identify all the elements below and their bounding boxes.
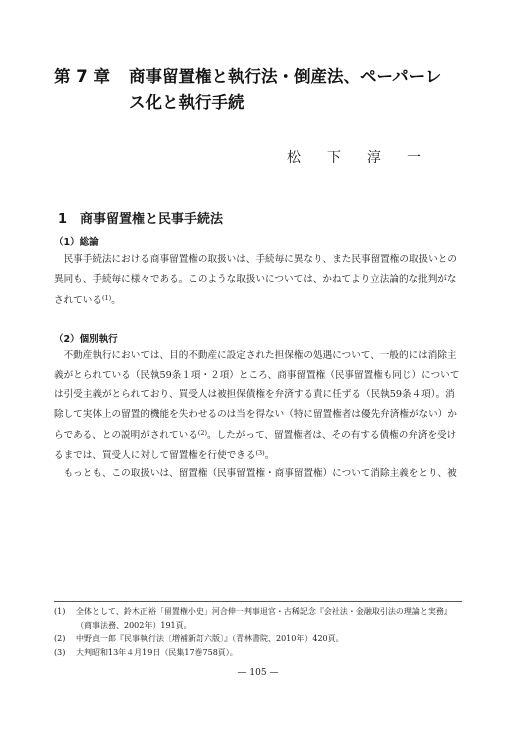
footnote-item: (1) 全体として、鈴木正裕「留置権小史」河合伸一判事退官・古稀記念『会社法・金融取引法の理論と実務』 [54, 607, 452, 616]
footnote-item: (3) 大判昭和13年４月19日（民集17巻758頁）。 [54, 647, 238, 657]
text-line: 異同も、手続毎に様々である。このような取扱いについては、かねてより立法論的な批判がな [54, 273, 457, 285]
footnote-continuation: （商事法務、2002年）191頁。 [76, 620, 192, 630]
text-line: は引受主義がとられており、買受人は被担保債権を弁済する責に任ずる（民執59条４項）。消 [54, 389, 455, 401]
subsection-heading-general: （1）総論 [54, 237, 99, 248]
author-name: 松下淳一 [287, 150, 447, 166]
footnote-divider [54, 601, 462, 602]
footnote-ref[interactable]: (3) [255, 448, 265, 457]
footnote-item: (2) 中野貞一郎『民事執行法〔増補新訂六版〕』（青林書院、2010年）420頁。 [54, 634, 344, 643]
chapter-title-line-2: ス化と執行手続 [129, 93, 245, 112]
footnote-ref[interactable]: (1) [101, 294, 112, 303]
section-heading: 1 商事留置権と民事手続法 [58, 212, 224, 227]
footnote-ref[interactable]: (2) [197, 429, 208, 438]
chapter-title-line-1: 商事留置権と執行法・倒産法、ペーパーレ [129, 67, 442, 86]
paragraph-general [54, 250, 462, 309]
text-line: 不動産執行においては、目的不動産に設定された担保権の処遇について、一般的には消除主 [63, 350, 457, 361]
text-line: されている$^{(1)}$。 [54, 294, 121, 307]
footnotes [54, 605, 464, 659]
paragraph-individual-execution [54, 346, 462, 483]
text-line: 民事手続法における商事留置権の取扱いは、手続毎に異なり、また民事留置権の取扱いとの [63, 254, 457, 265]
text-line: 義がとられている（民執59条１項・２項）ところ、商事留置権（民事留置権も同じ）について [54, 369, 460, 381]
text-line: もっとも、この取扱いは、留置権（民事留置権・商事留置権）について消除主義をとり、被 [63, 467, 457, 479]
page-number: — 105 — [237, 668, 279, 678]
text-line: らである、との説明がされている$^{(2)}$。したがって、留置権者は、その有する債権の弁済を受け [54, 429, 457, 442]
text-line: るまでは、買受人に対して留置権を行使できる$^{(3)}$。 [54, 448, 275, 461]
subsection-heading-individual-execution: （2）個別執行 [54, 334, 118, 345]
chapter-label: 第 7 章 [54, 67, 110, 86]
text-line: 除して実体上の留置的機能を失わせるのは当を得ない（特に留置権者は優先弁済権がない）か [54, 408, 457, 420]
